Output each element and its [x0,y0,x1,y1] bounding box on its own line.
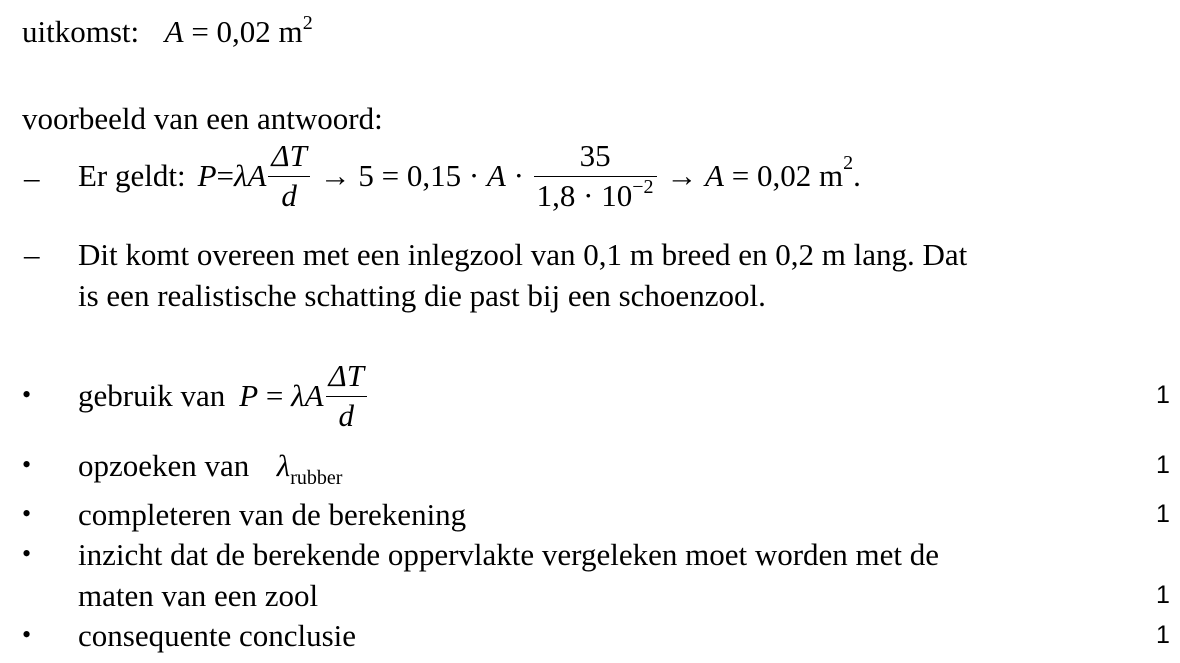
bullet-marker: • [22,380,32,409]
dash-marker: – [24,160,40,195]
result-variable: A [164,14,184,49]
numeric-numerator: 35 [534,140,657,177]
scoring-item-5-points: 1 [1156,621,1170,649]
denominator-exponent: −2 [632,175,654,198]
bullet-marker-3: • [22,499,32,528]
numeric-fraction [534,137,657,213]
scoring-item-2-points: 1 [1156,451,1170,479]
denominator-base: 1,8 · 10 [536,177,633,213]
result-label: uitkomst: [22,14,140,49]
fraction-numerator: ΔT [268,140,309,177]
scoring-item-2-text: opzoeken van [78,448,250,483]
area-variable: A [247,158,267,193]
scoring-item-3: completeren van de berekening [78,497,467,532]
multiply-dot: · [505,158,532,193]
arrow-sign: → [658,158,706,193]
step1-result: = 0,02 m [723,158,844,193]
scoring-fraction-denominator: d [338,397,354,433]
scoring-fraction-numerator: ΔT [326,360,367,397]
scoring-item-5: consequente conclusie [78,618,357,653]
area-variable-2: A [486,158,506,193]
bullet-marker-4: • [22,539,32,568]
scoring-item-1-points: 1 [1156,381,1170,409]
area-variable-3: A [705,158,724,193]
substitution-text: → 5 = 0,15 · [311,158,487,193]
scoring-fraction [326,357,367,433]
scoring-item-3-points: 1 [1156,500,1170,528]
bullet-marker-2: • [22,450,32,479]
fraction-denominator: d [281,177,297,213]
bullet-marker-5: • [22,620,32,649]
scoring-item-1-text: gebruik van [78,378,226,413]
scoring-lambda: λ [291,378,305,413]
equals-sign: = [216,158,235,193]
step1-intro: Er geldt: [78,158,186,193]
scoring-item-4-points: 1 [1156,581,1170,609]
result-value: = 0,02 m [183,14,303,49]
scoring-area-variable: A [304,378,324,413]
lambda-symbol: λ [234,158,248,193]
scoring-item-1 [78,357,369,435]
step1-period: . [853,158,861,193]
example-step-2-line-2: is een realistische schatting die past bij een schoenzool. [78,278,766,313]
scoring-power-variable: P [239,378,259,413]
delta-t-over-d-fraction [268,137,309,213]
example-step-1 [78,137,861,213]
example-heading: voorbeeld van een antwoord: [22,101,383,136]
step1-result-exponent: 2 [843,151,854,174]
scoring-item-4-line-1: inzicht dat de berekende oppervlakte vergeleken moet worden met de [78,537,940,572]
example-step-2-line-1: Dit komt overeen met een inlegzool van 0,1 m breed en 0,2 m lang. Dat [78,237,968,272]
scoring-equals: = [258,378,292,413]
scoring-item-4-line-2: maten van een zool [78,578,319,613]
result-exponent: 2 [302,12,313,34]
result-line [22,14,313,50]
lambda-subscript: rubber [290,467,343,489]
lambda-rubber-symbol: λ [276,448,291,483]
dash-marker-2: – [24,237,40,272]
scoring-item-2 [78,448,343,489]
numeric-denominator [534,177,657,213]
power-variable: P [197,158,217,193]
